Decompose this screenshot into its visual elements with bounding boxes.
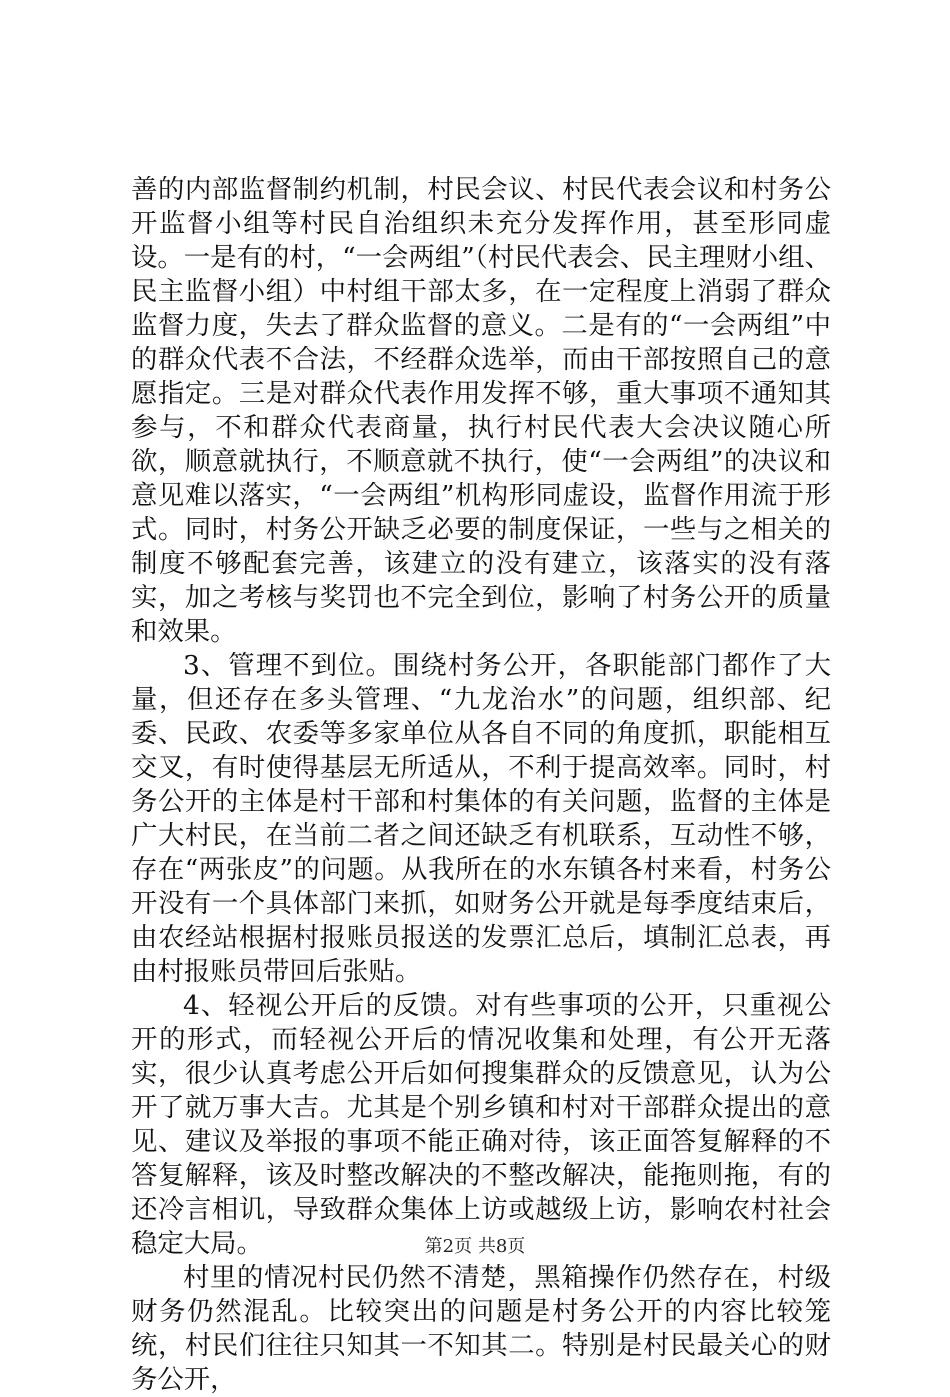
page-number-footer: 第2页 共8页: [424, 1236, 526, 1257]
paragraph-village-situation: 村里的情况村民仍然不清楚，黑箱操作仍然存在，村级财务仍然混乱。比较突出的问题是村务公开的内容比较笼统，村民们往往只知其一不知其二。特别是村民最关心的财务公开，: [131, 1262, 831, 1395]
paragraph-feedback: 4、轻视公开后的反馈。对有些事项的公开，只重视公开的形式，而轻视公开后的情况收集和处理，有公开无落实，很少认真考虑公开后如何搜集群众的反馈意见，认为公开了就万事大吉。尤其是个别乡镇和村对干部群众提出的意见、建议及举报的事项不能正确对待，该正面答复解释的不答复解释，该及时整改解决的不整改解决，能拖则拖，有的还冷言相讥，导致群众集体上访或越级上访，影响农村社会稳定大局。: [131, 990, 831, 1259]
paragraph-continued: 善的内部监督制约机制，村民会议、村民代表会议和村务公开监督小组等村民自治组织未充分发挥作用，甚至形同虚设。一是有的村，“一会两组”（村民代表会、民主理财小组、民主监督小组）中村组干部太多，在一定程度上消弱了群众监督力度，失去了群众监督的意义。二是有的“一会两组”中的群众代表不合法，不经群众选举，而由干部按照自己的意愿指定。三是对群众代表作用发挥不够，重大事项不通知其参与，不和群众代表商量，执行村民代表大会决议随心所欲，顺意就执行，不顺意就不执行，使“一会两组”的决议和意见难以落实，“一会两组”机构形同虚设，监督作用流于形式。同时，村务公开缺乏必要的制度保证，一些与之相关的制度不够配套完善，该建立的没有建立，该落实的没有落实，加之考核与奖罚也不完全到位，影响了村务公开的质量和效果。: [131, 174, 831, 647]
paragraph-management: 3、管理不到位。围绕村务公开，各职能部门都作了大量，但还存在多头管理、“九龙治水”的问题，组织部、纪委、民政、农委等多家单位从各自不同的角度抓，职能相互交叉，有时使得基层无所适从，不利于提高效率。同时，村务公开的主体是村干部和村集体的有关问题，监督的主体是广大村民，在当前二者之间还缺乏有机联系，互动性不够，存在“两张皮”的问题。从我所在的水东镇各村来看，村务公开没有一个具体部门来抓，如财务公开就是每季度结束后，由农经站根据村报账员报送的发票汇总后，填制汇总表，再由村报账员带回后张贴。: [131, 650, 831, 987]
document-body: [131, 173, 831, 1397]
